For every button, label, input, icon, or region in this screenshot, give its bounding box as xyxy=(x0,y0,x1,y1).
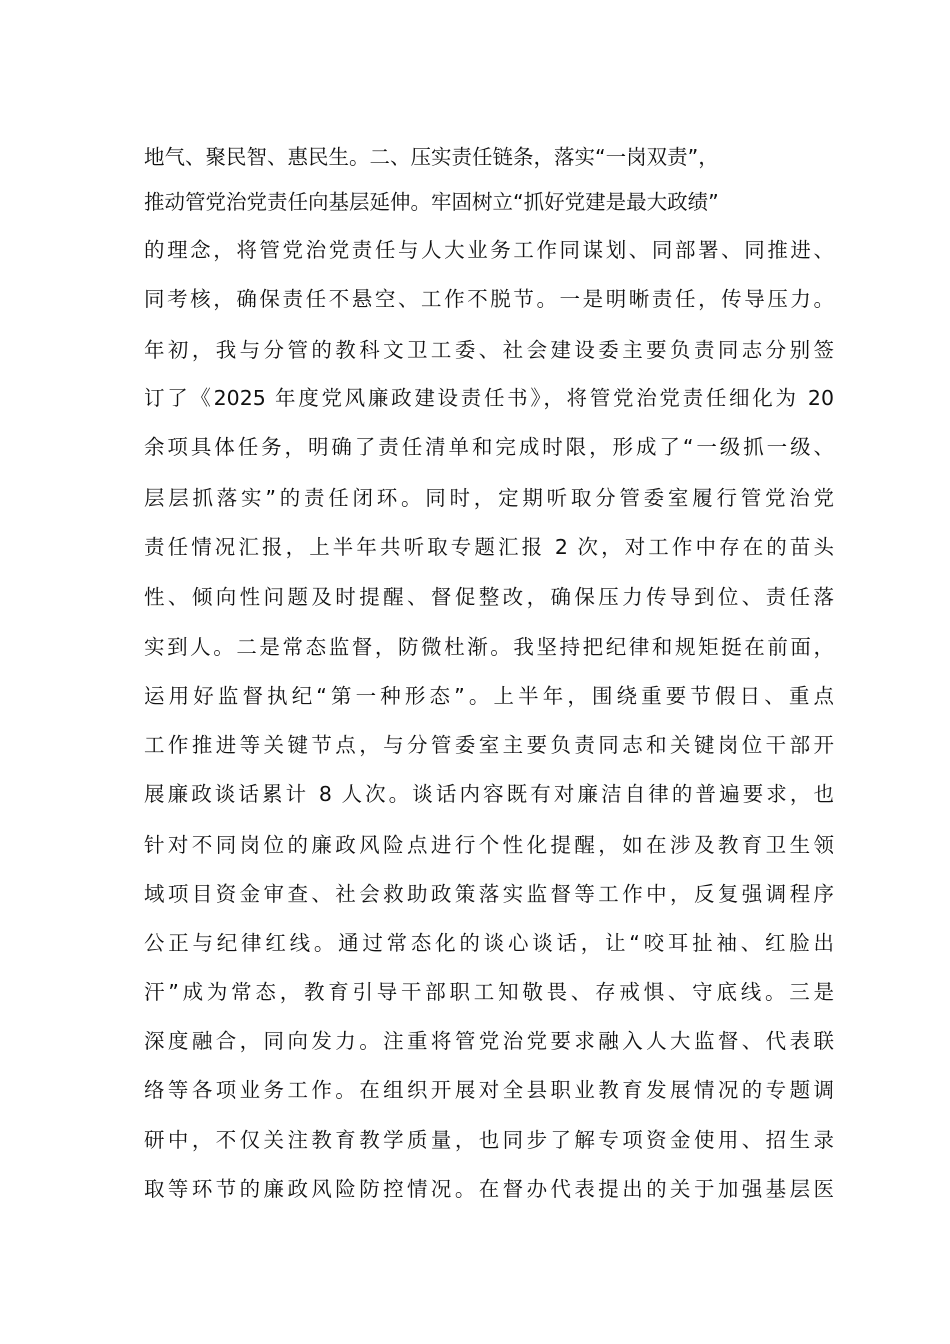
text-line: 针对不同岗位的廉政风险点进行个性化提醒，如在涉及教育卫生领 xyxy=(144,833,834,857)
text-line: 公正与纪律红线。通过常态化的谈心谈话，让“咬耳扯袖、红脸出 xyxy=(144,931,834,955)
text-line: 运用好监督执纪“第一种形态”。上半年，围绕重要节假日、重点 xyxy=(144,684,834,708)
text-line: 展廉政谈话累计 8 人次。谈话内容既有对廉洁自律的普遍要求，也 xyxy=(144,782,834,806)
text-line: 责任情况汇报，上半年共听取专题汇报 2 次，对工作中存在的苗头 xyxy=(144,535,834,559)
text-line: 络等各项业务工作。在组织开展对全县职业教育发展情况的专题调 xyxy=(144,1078,834,1102)
text-line: 取等环节的廉政风险防控情况。在督办代表提出的关于加强基层医 xyxy=(144,1177,834,1201)
text-line: 订了《2025 年度党风廉政建设责任书》，将管党治党责任细化为 20 xyxy=(144,386,834,410)
text-line: 汗”成为常态，教育引导干部职工知敬畏、存戒惧、守底线。三是 xyxy=(144,980,834,1004)
text-line: 的理念，将管党治党责任与人大业务工作同谋划、同部署、同推进、 xyxy=(144,238,834,262)
text-line: 层层抓落实”的责任闭环。同时，定期听取分管委室履行管党治党 xyxy=(144,486,834,510)
text-line: 性、倾向性问题及时提醒、督促整改，确保压力传导到位、责任落 xyxy=(144,585,834,609)
text-line: 余项具体任务，明确了责任清单和完成时限，形成了“一级抓一级、 xyxy=(144,435,834,459)
text-line: 实到人。二是常态监督，防微杜渐。我坚持把纪律和规矩挺在前面， xyxy=(144,635,834,659)
text-line: 深度融合，同向发力。注重将管党治党要求融入人大监督、代表联 xyxy=(144,1029,834,1053)
text-line: 工作推进等关键节点，与分管委室主要负责同志和关键岗位干部开 xyxy=(144,733,834,757)
text-line: 域项目资金审查、社会救助政策落实监督等工作中，反复强调程序 xyxy=(144,882,834,906)
text-line: 地气、聚民智、惠民生。二、压实责任链条，落实“一岗双责”， xyxy=(144,145,719,169)
text-line: 研中，不仅关注教育教学质量，也同步了解专项资金使用、招生录 xyxy=(144,1128,834,1152)
text-line: 同考核，确保责任不悬空、工作不脱节。一是明晰责任，传导压力。 xyxy=(144,287,834,311)
text-line: 推动管党治党责任向基层延伸。牢固树立“抓好党建是最大政绩” xyxy=(144,190,719,214)
text-line: 年初，我与分管的教科文卫工委、社会建设委主要负责同志分别签 xyxy=(144,338,834,362)
